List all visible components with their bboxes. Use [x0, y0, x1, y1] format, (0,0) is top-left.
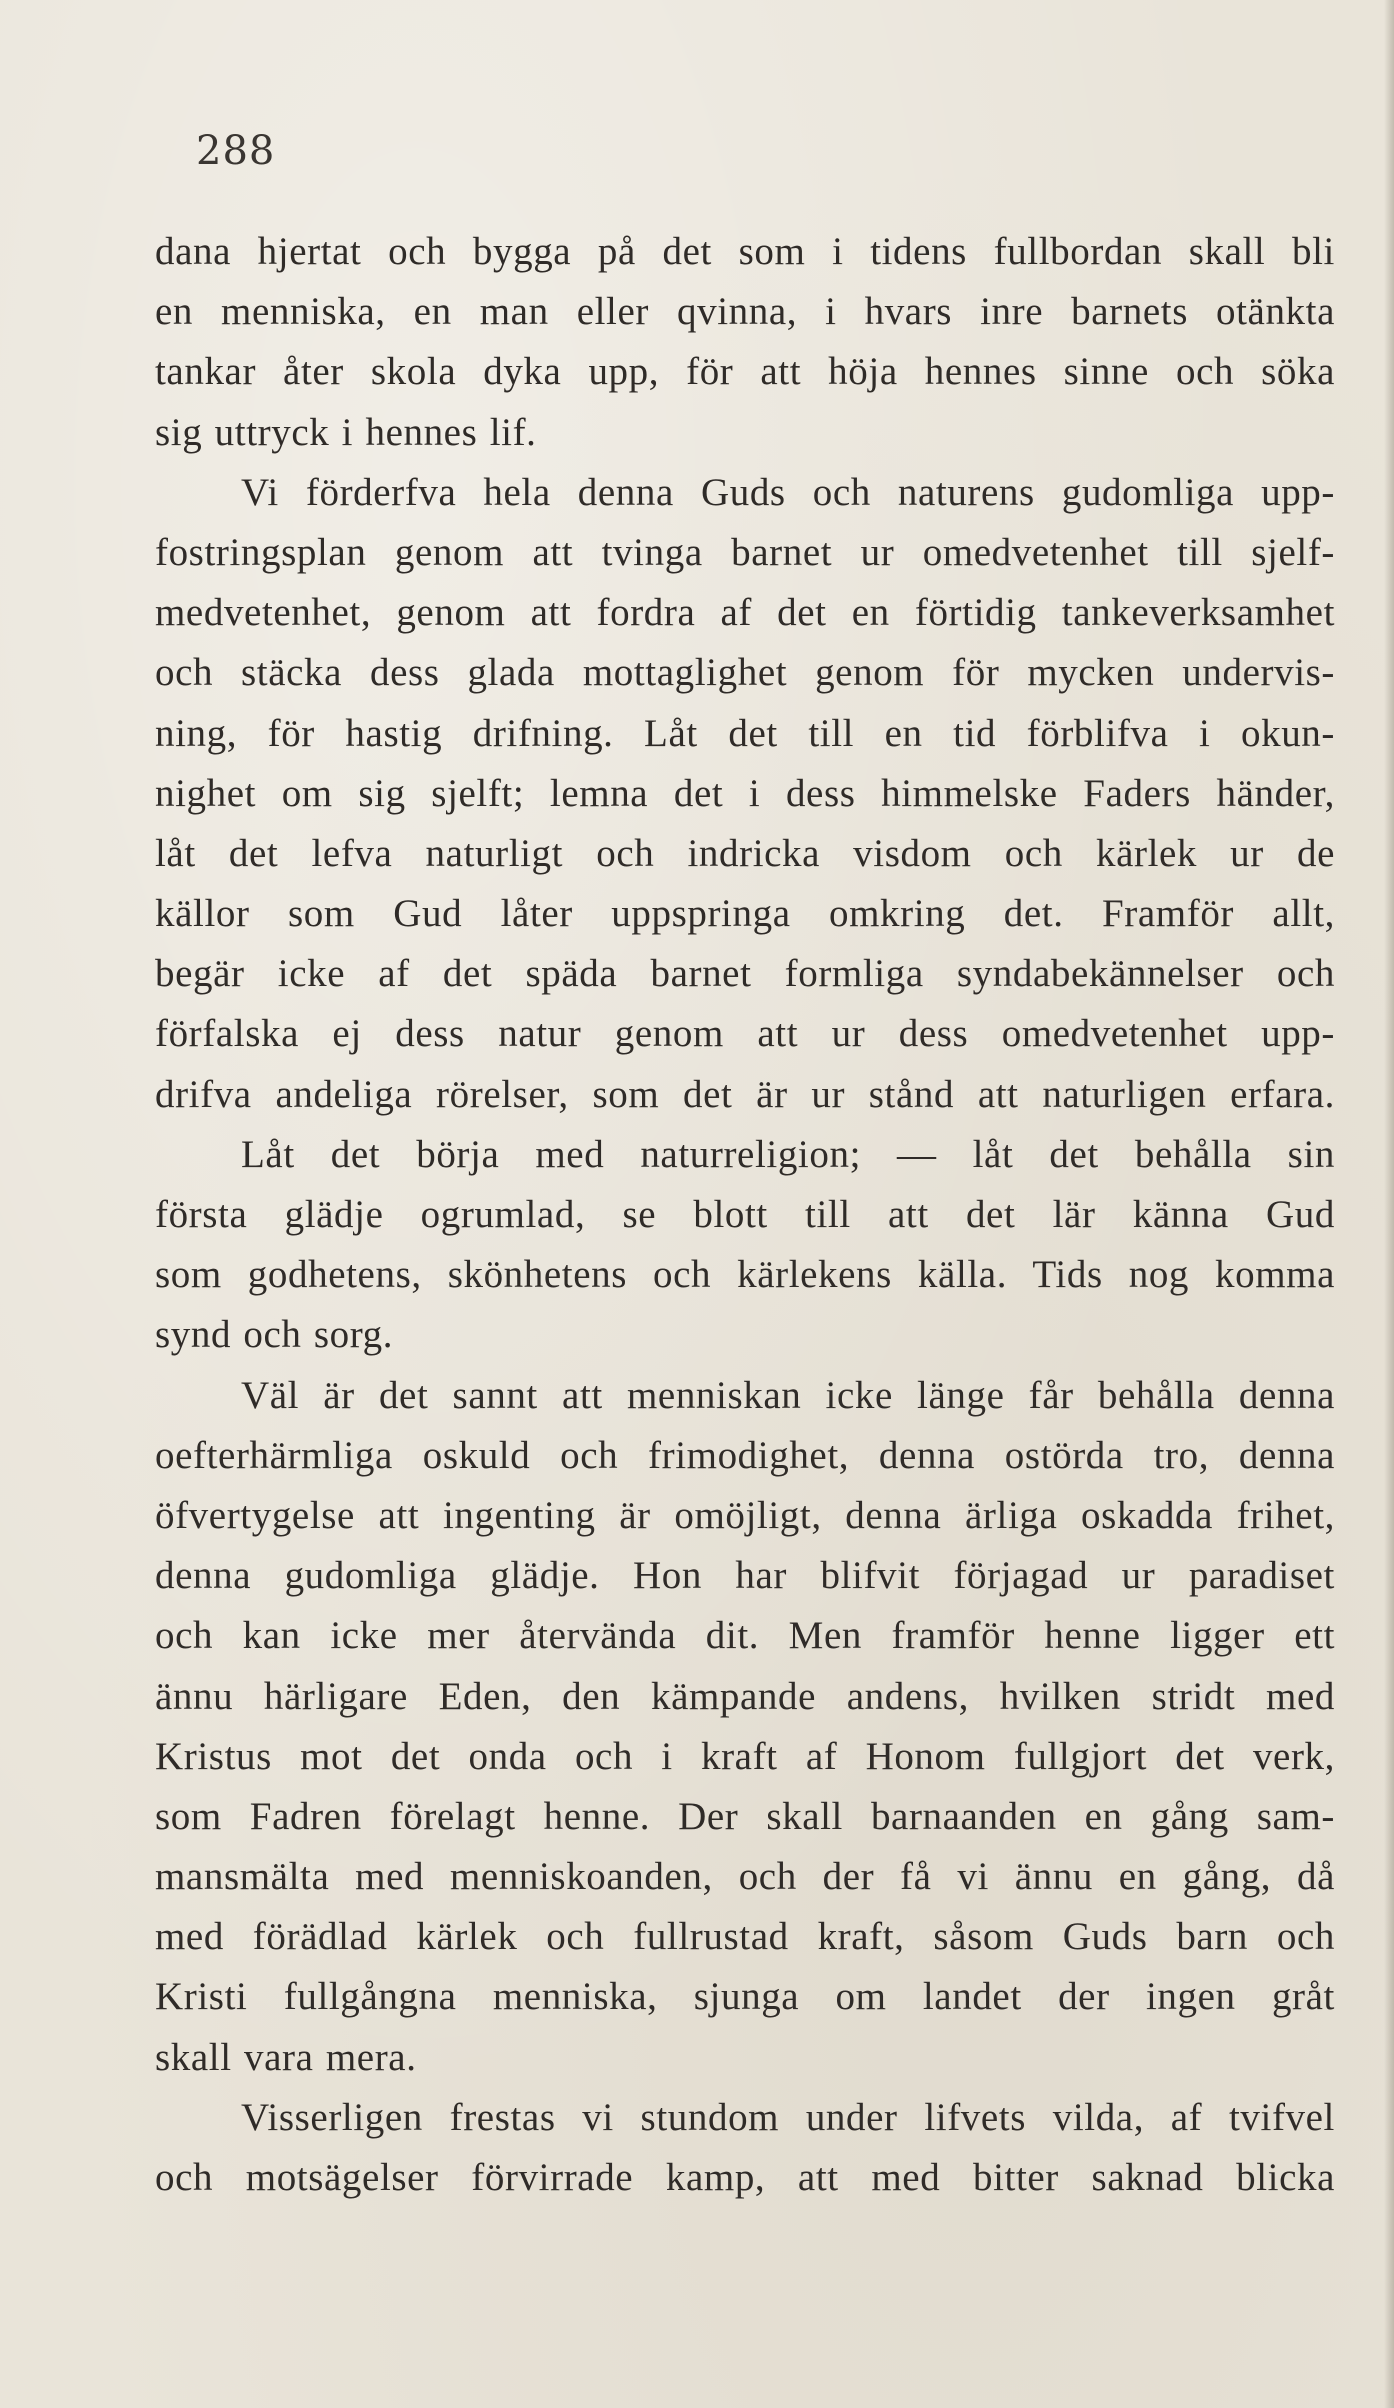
text-line: första glädje ogrumlad, se blott till att det lär känna Gud [155, 1193, 1335, 1236]
text-line: skall vara mera. [155, 2035, 417, 2079]
text-line: ännu härligare Eden, den kämpande andens, hvilken stridt med [155, 1674, 1335, 1718]
text-line: synd och sorg. [155, 1313, 394, 1357]
text-line: öfvertygelse att ingenting är omöjligt, denna ärliga oskadda frihet, [155, 1493, 1335, 1537]
text-line: Kristi fullgångna menniska, sjunga om landet der ingen gråt [155, 1975, 1335, 2019]
text-line: och kan icke mer återvända dit. Men framför henne ligger ett [155, 1614, 1335, 1658]
text-line: låt det lefva naturligt och indricka visdom och kärlek ur de [155, 831, 1335, 875]
text-line: Kristus mot det onda och i kraft af Honom fullgjort det verk, [155, 1734, 1335, 1778]
text-line: dana hjertat och bygga på det som i tidens fullbordan skall bli [155, 230, 1335, 273]
text-line: nighet om sig sjelft; lemna det i dess himmelske Faders händer, [155, 771, 1335, 815]
text-line: medvetenhet, genom att fordra af det en förtidig tankeverksamhet [155, 591, 1335, 635]
text-line: och stäcka dess glada mottaglighet genom för mycken undervis- [155, 651, 1335, 695]
text-line: Visserligen frestas vi stundom under lifvets vilda, af tvifvel [241, 2095, 1335, 2139]
text-line: förfalska ej dess natur genom att ur dess omedvetenhet upp- [155, 1012, 1335, 1056]
text-line: drifva andeliga rörelser, som det är ur stånd att naturligen erfara. [155, 1072, 1335, 1116]
text-line: begär icke af det späda barnet formliga syndabekännelser och [155, 952, 1335, 996]
text-line: mansmälta med menniskoanden, och der få vi ännu en gång, då [155, 1855, 1335, 1899]
text-line: ning, för hastig drifning. Låt det till en tid förblifva i okun- [155, 711, 1335, 755]
text-line: med förädlad kärlek och fullrustad kraft, såsom Guds barn och [155, 1915, 1335, 1959]
text-line: sig uttryck i hennes lif. [155, 410, 537, 454]
text-line: Väl är det sannt att menniskan icke länge får behålla denna [241, 1373, 1335, 1417]
page-number: 288 [196, 128, 276, 174]
text-line: en menniska, en man eller qvinna, i hvars inre barnets otänkta [155, 290, 1335, 334]
text-line: källor som Gud låter uppspringa omkring det. Framför allt, [155, 892, 1335, 936]
text-line: som Fadren förelagt henne. Der skall barnaanden en gång sam- [155, 1794, 1335, 1838]
page-edge-shadow [1384, 0, 1394, 2408]
text-line: Vi förderfva hela denna Guds och naturens gudomliga upp- [241, 470, 1335, 514]
text-line: tankar åter skola dyka upp, för att höja hennes sinne och söka [155, 350, 1335, 394]
text-line: fostringsplan genom att tvinga barnet ur omedvetenhet till sjelf- [155, 530, 1335, 574]
body-text [155, 222, 1335, 2208]
text-line: Låt det börja med naturreligion; — låt det behålla sin [241, 1132, 1335, 1176]
text-line: oefterhärmliga oskuld och frimodighet, denna ostörda tro, denna [155, 1433, 1335, 1477]
text-line: denna gudomliga glädje. Hon har blifvit förjagad ur paradiset [155, 1554, 1335, 1598]
text-line: och motsägelser förvirrade kamp, att med bitter saknad blicka [155, 2156, 1335, 2199]
text-line: som godhetens, skönhetens och kärlekens källa. Tids nog komma [155, 1253, 1335, 1297]
